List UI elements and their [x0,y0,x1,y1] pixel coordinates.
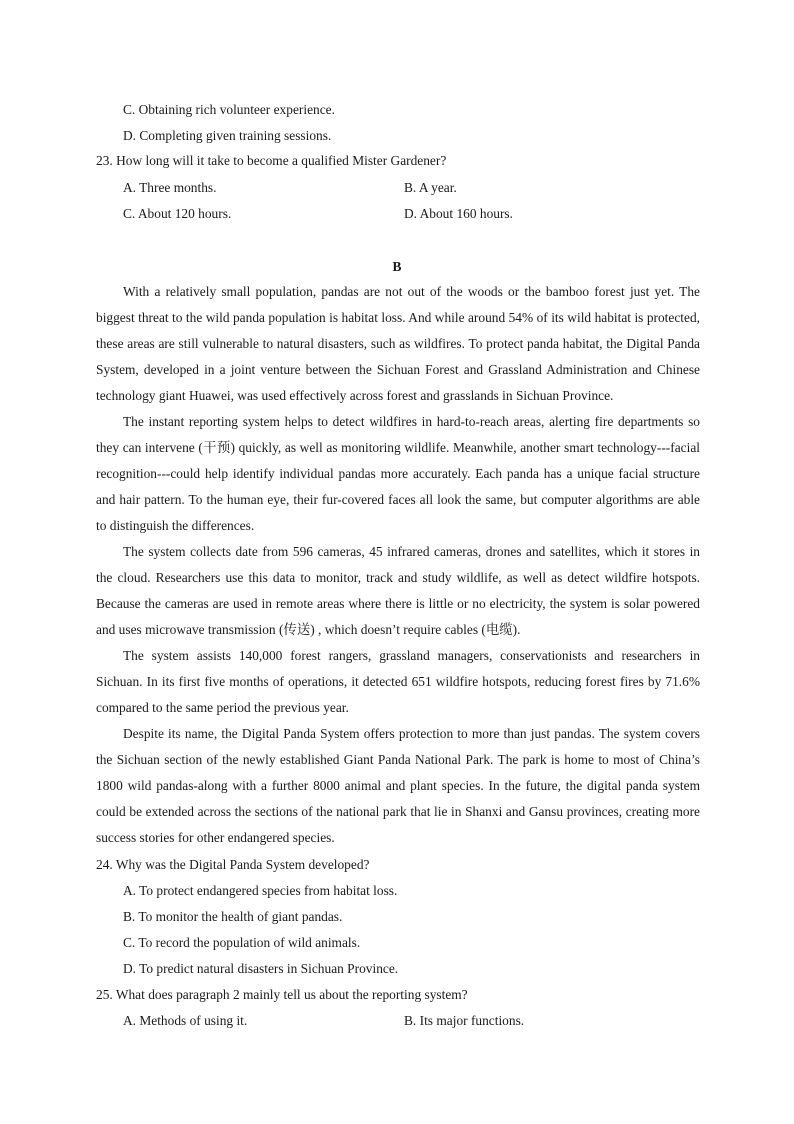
q23-option-b: B. A year. [404,180,457,195]
passage-paragraph-4: The system assists 140,000 forest rangers, grassland managers, conservationists and researchers in Sichuan. In its first five months of operations, it detected 651 wildfire hotspots, reducing forest fires by 71.6% compared to the same period the previous year. [96,648,700,715]
q23-question: 23. How long will it take to become a qualified Mister Gardener? [96,153,447,168]
q24-option-a: A. To protect endangered species from habitat loss. [123,883,398,898]
section-b-heading: B [392,259,402,274]
q23-option-c: C. About 120 hours. [123,206,232,221]
q24-question: 24. Why was the Digital Panda System developed? [96,857,370,872]
q24-option-d: D. To predict natural disasters in Sichuan Province. [123,961,399,976]
q23-option-d: D. About 160 hours. [404,206,513,221]
q22-option-c: C. Obtaining rich volunteer experience. [123,102,335,117]
passage-paragraph-1: With a relatively small population, pandas are not out of the woods or the bamboo forest just yet. The biggest threat to the wild panda population is habitat loss. And while around 54% of its wild habitat is protected, these areas are still vulnerable to natural disasters, such as wildfires. To protect panda habitat, the Digital Panda System, developed in a joint venture between the Sichuan Forest and Grassland Administration and Chinese technology giant Huawei, was used effectively across forest and grasslands in Sichuan Province. [96,284,700,403]
q22-option-d: D. Completing given training sessions. [123,128,332,143]
passage-paragraph-3: The system collects date from 596 cameras, 45 infrared cameras, drones and satellites, which it stores in the cloud. Researchers use this data to monitor, track and study wildlife, as well as detect wildfire hotspots. Because the cameras are used in remote areas where there is little or no electricity, the system is solar powered and uses microwave transmission (传送) , which doesn’t require cables (电缆). [96,544,700,637]
passage-paragraph-2: The instant reporting system helps to detect wildfires in hard-to-reach areas, alerting fire departments so they can intervene (干预) quickly, as well as monitoring wildlife. Meanwhile, another smart technology---facial recognition---could help identify individual pandas more accurately. Each panda has a unique facial structure and hair pattern. To the human eye, their fur-covered faces all look the same, but computer algorithms are able to distinguish the differences. [96,414,700,533]
q25-question: 25. What does paragraph 2 mainly tell us about the reporting system? [96,987,468,1002]
q24-option-b: B. To monitor the health of giant pandas. [123,909,343,924]
q25-option-a: A. Methods of using it. [123,1013,248,1028]
q25-option-b: B. Its major functions. [404,1013,525,1028]
q24-option-c: C. To record the population of wild animals. [123,935,361,950]
q23-option-a: A. Three months. [123,180,217,195]
passage-paragraph-5: Despite its name, the Digital Panda System offers protection to more than just pandas. The system covers the Sichuan section of the newly established Giant Panda National Park. The park is home to most of China’s 1800 wild pandas-along with a further 8000 animal and plant species. In the future, the digital panda system could be extended across the sections of the national park that lie in Shanxi and Gansu provinces, creating more success stories for other endangered species. [96,726,700,845]
